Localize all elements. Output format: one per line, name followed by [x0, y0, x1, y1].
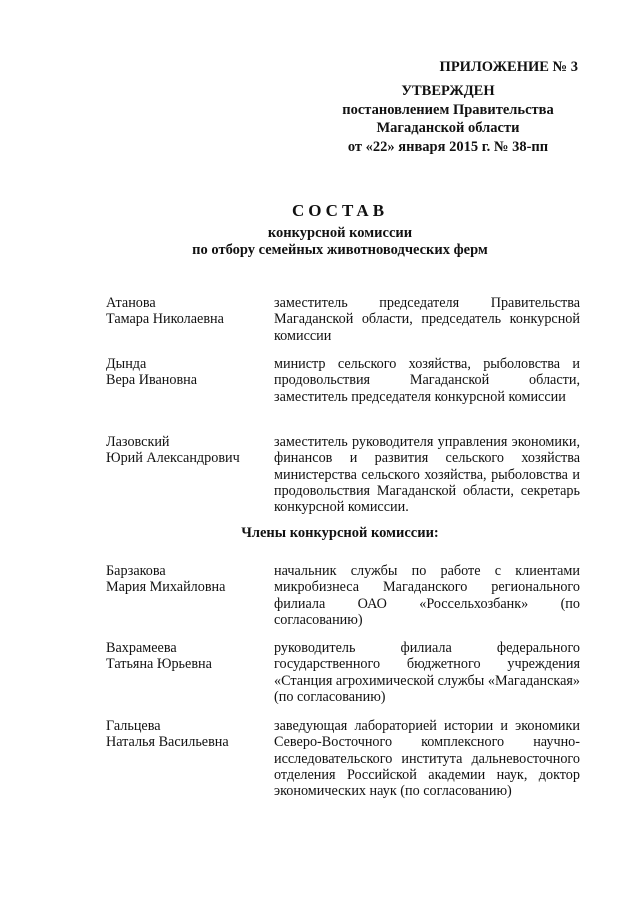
- person-name: [106, 718, 266, 751]
- annex-number: ПРИЛОЖЕНИЕ № 3: [439, 59, 578, 75]
- person-position: заведующая лабораторией истории и экономики Северо-Восточного комплексного научно-исследовательского института дальневосточного отделения Российской академии наук, доктор экономических наук (по согласованию): [274, 718, 580, 800]
- members-heading: [0, 525, 640, 542]
- approval-line-1: постановлением Правительства: [342, 101, 554, 118]
- approval-header: [318, 58, 578, 156]
- person-name: [106, 295, 266, 328]
- person-position: министр сельского хозяйства, рыболовства и продовольствия Магаданской области, заместитель председателя конкурсной комиссии: [274, 356, 580, 405]
- members-heading-text: Члены конкурсной комиссии:: [241, 525, 439, 541]
- person-surname: Вахрамеева: [106, 640, 177, 656]
- person-given-name: Мария Михайловна: [106, 579, 226, 596]
- person-name: [106, 356, 266, 389]
- person-given-name: Татьяна Юрьевна: [106, 656, 212, 673]
- person-name: [106, 640, 266, 673]
- approved-label: УТВЕРЖДЕН: [401, 83, 495, 99]
- person-name: [106, 563, 266, 596]
- person-surname: Атанова: [106, 295, 156, 311]
- person-given-name: Наталья Васильевна: [106, 734, 229, 751]
- person-surname: Дында: [106, 356, 147, 372]
- person-given-name: Вера Ивановна: [106, 372, 198, 389]
- document-subtitle-1: конкурсной комиссии: [267, 225, 413, 241]
- person-position: заместитель руководителя управления экономики, финансов и развития сельского хозяйства министерства сельского хозяйства, рыболовства и продовольствия Магаданской области, секретарь конкурсной комиссии.: [274, 434, 580, 516]
- person-given-name: Тамара Николаевна: [106, 311, 224, 328]
- person-surname: Гальцева: [106, 718, 161, 734]
- person-surname: Барзакова: [106, 563, 166, 579]
- approval-line-3: от «22» января 2015 г. № 38-пп: [347, 138, 549, 155]
- person-surname: Лазовский: [106, 434, 170, 450]
- approval-line-2: Магаданской области: [376, 120, 520, 136]
- person-position: руководитель филиала федерального государственного бюджетного учреждения «Станция агрохимической службы «Магаданская» (по согласованию): [274, 640, 580, 705]
- document-subtitle-2: по отбору семейных животноводческих ферм: [192, 242, 488, 258]
- person-position: заместитель председателя Правительства Магаданской области, председатель конкурсной комиссии: [274, 295, 580, 344]
- document-title-block: [0, 201, 640, 259]
- person-name: [106, 434, 266, 467]
- document-title: СОСТАВ: [291, 201, 389, 220]
- person-position: начальник службы по работе с клиентами микробизнеса Магаданского регионального филиала ОАО «Россельхозбанк» (по согласованию): [274, 563, 580, 628]
- person-given-name: Юрий Александрович: [106, 450, 240, 467]
